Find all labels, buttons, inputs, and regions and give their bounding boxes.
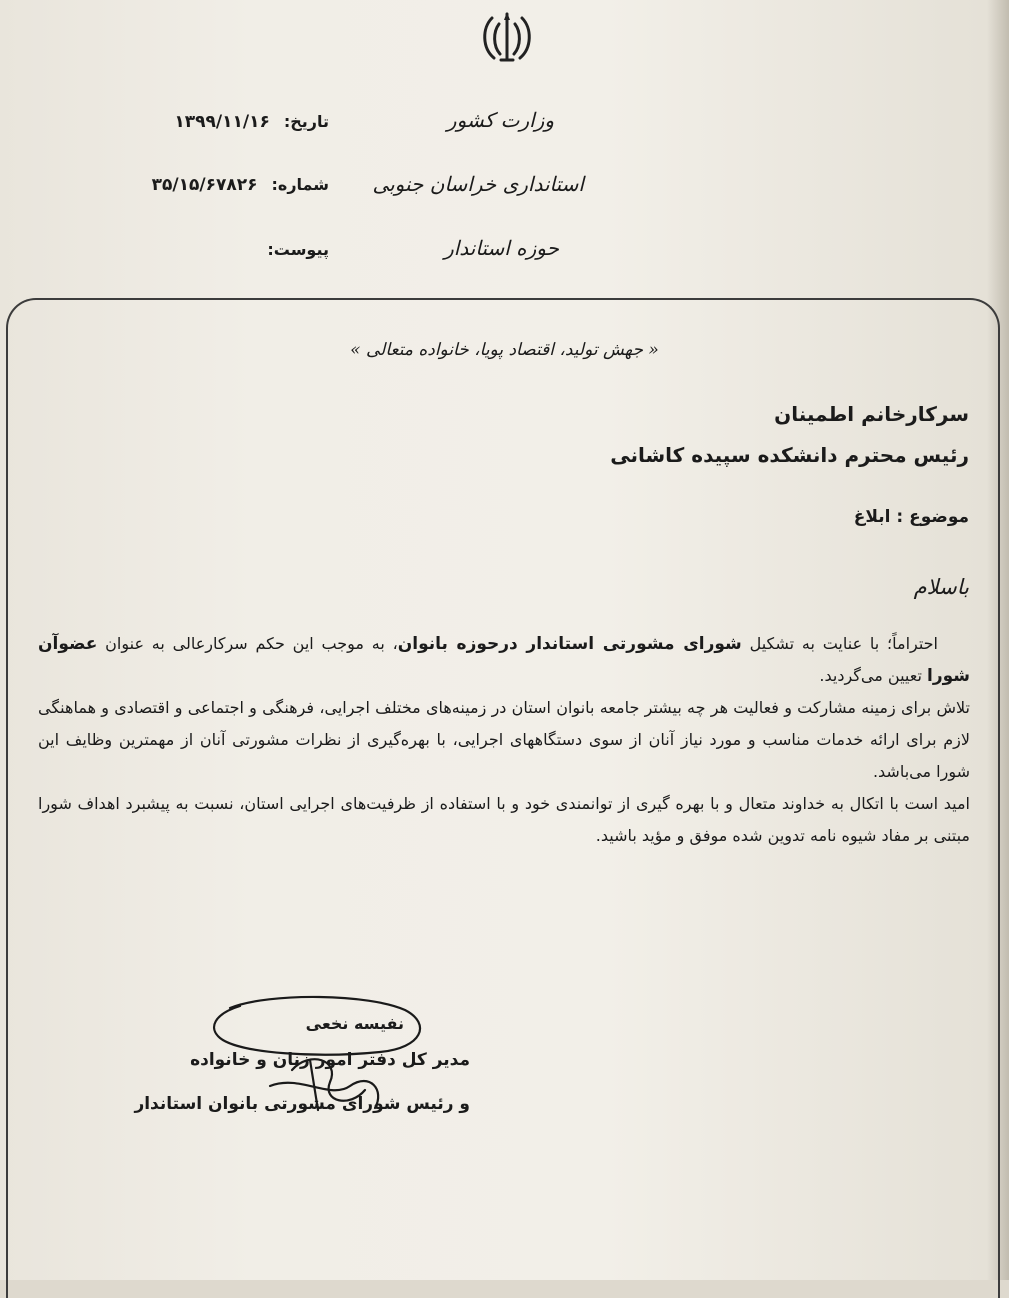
date-value: ۱۳۹۹/۱۱/۱۶ [174, 112, 270, 132]
office-name: حوزه استاندار [444, 236, 559, 260]
member-role: عضوآن شورا [38, 634, 970, 686]
recipient-title: رئیس محترم دانشکده سپیده کاشانی [610, 443, 969, 467]
signatory-title-1: مدیر کل دفتر امور زنان و خانواده [190, 1050, 470, 1070]
recipient-name: سرکارخانم اطمینان [774, 402, 969, 426]
attachment-label: پیوست: [267, 240, 329, 259]
number-value: ۳۵/۱۵/۶۷۸۲۶ [151, 175, 258, 195]
body-p1-text-e: تعیین می‌گردید. [819, 666, 927, 685]
date-label: تاریخ: [283, 112, 329, 131]
signatory-title-2: و رئیس شورای مشورتی بانوان استاندار [134, 1094, 470, 1114]
year-slogan: « جهش تولید، اقتصاد پویا، خانواده متعالی » [350, 340, 659, 360]
number-field [152, 175, 329, 195]
ministry-name: وزارت کشور [446, 108, 554, 132]
body-paragraph-3: امید است با اتکال به خداوند متعال و با بهره گیری از توانمندی خود و با استفاده از ظرفیت‌های اجرایی استان، نسبت به پیشبرد اهداف شورا مبتنی بر مفاد شیوه نامه تدوین شده موفق و مؤید باشید. [38, 794, 970, 845]
body-p1-text-c: ، به موجب این حکم سرکارعالی به عنوان [97, 634, 398, 653]
subject-line: موضوع : ابلاغ [853, 507, 969, 527]
council-name: شورای مشورتی استاندار درحوزه بانوان [397, 634, 742, 654]
body-p1-text-a: احتراماً؛ با عنایت به تشکیل [741, 634, 939, 653]
letter-body [38, 628, 970, 852]
national-emblem-icon [478, 10, 536, 64]
greeting: باسلام [913, 575, 969, 599]
body-paragraph-1 [38, 628, 970, 692]
signatory-name: نفیسه نخعی [305, 1014, 404, 1033]
number-label: شماره: [271, 175, 329, 194]
body-paragraph-2: تلاش برای زمینه مشارکت و فعالیت هر چه بیشتر جامعه بانوان استان در زمینه‌های مختلف اجرایی، فرهنگی و اجتماعی و اقتصادی و هماهنگی لازم برای ارائه خدمات مناسب و مورد نیاز آنان از سوی دستگاههای اجرایی، با بهره‌گیری از نظرات مشورتی آنان از مهمترین وظایف این شورا می‌باشد. [38, 698, 970, 781]
province-name: استانداری خراسان جنوبی [372, 172, 584, 196]
date-field [174, 112, 329, 132]
attachment-field [267, 240, 329, 259]
